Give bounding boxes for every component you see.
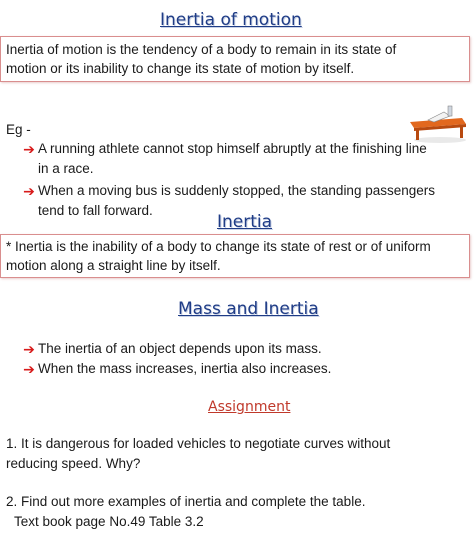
definition-box-inertia — [0, 234, 470, 278]
heading-assignment: Assignment — [208, 399, 291, 415]
arrow-right-icon: ➔ — [23, 141, 35, 157]
mass-point-1-text: The inertia of an object depends upon its mass. — [38, 341, 322, 356]
arrow-right-icon: ➔ — [23, 341, 35, 357]
assignment-reference: Text book page No.49 Table 3.2 — [14, 514, 204, 529]
definition-line-2: motion or its inability to change its state of motion by itself. — [6, 61, 355, 76]
example-1-text: A running athlete cannot stop himself abruptly at the finishing line in a race. — [38, 141, 427, 176]
table-illustration-icon — [404, 104, 468, 144]
example-2-text: When a moving bus is suddenly stopped, the standing passengers tend to fall forward. — [38, 183, 435, 218]
heading-mass-and-inertia: Mass and Inertia — [178, 299, 319, 319]
definition-line-2: motion along a straight line by itself. — [6, 258, 221, 273]
assignment-question-1: 1. It is dangerous for loaded vehicles to negotiate curves without reducing speed. Why? — [6, 436, 391, 471]
definition-line-1: Inertia of motion is the tendency of a body to remain in its state of — [6, 42, 397, 57]
examples-list — [20, 139, 460, 221]
heading-inertia: Inertia — [217, 212, 273, 232]
list-item — [20, 139, 460, 179]
arrow-right-icon: ➔ — [23, 183, 35, 199]
assignment-question-2: 2. Find out more examples of inertia and complete the table. — [6, 494, 366, 509]
examples-label: Eg - — [6, 122, 31, 137]
list-item — [20, 359, 460, 379]
definition-box-inertia-of-motion — [0, 36, 470, 82]
definition-line-1: * Inertia is the inability of a body to change its state of rest or of uniform — [6, 239, 431, 254]
list-item — [20, 339, 460, 359]
mass-point-2-text: When the mass increases, inertia also increases. — [38, 361, 332, 376]
arrow-right-icon: ➔ — [23, 361, 35, 377]
mass-inertia-list — [20, 339, 460, 379]
heading-inertia-of-motion: Inertia of motion — [160, 10, 302, 30]
